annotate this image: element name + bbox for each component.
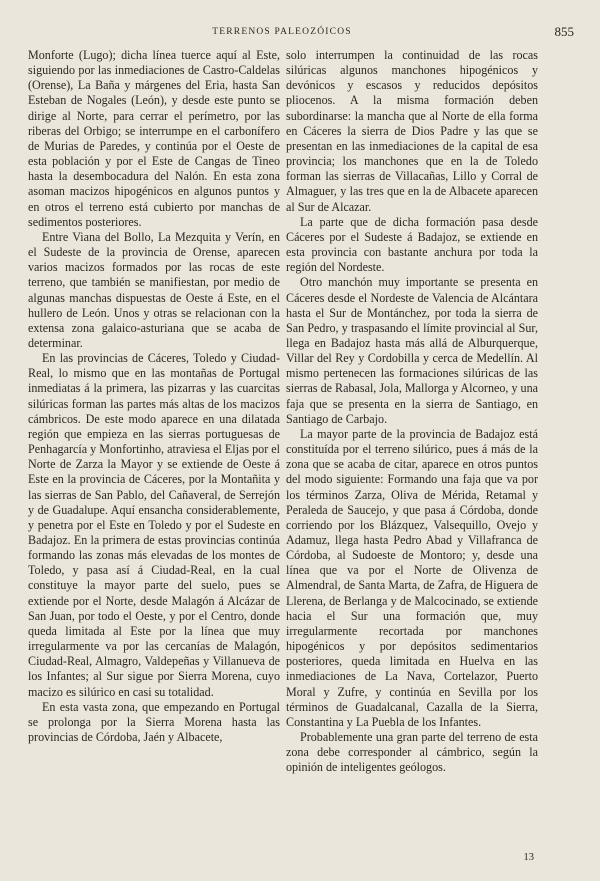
paragraph: En esta vasta zona, que empezando en Portugal se prolonga por la Sierra Morena hasta las provincias de Córdoba, Jaén y Albacete, [28,699,280,745]
left-column [28,48,280,745]
paragraph: Entre Viana del Bollo, La Mezquita y Verín, en el Sudeste de la provincia de Orense, aparecen varios macizos formados por las rocas de este terreno, que también se manifiestan, por medio de algunas manchas dispuestas de Oeste á Este, en el hullero de León. Unos y otras se relacionan con la extensa zona galaico-asturiana que se acaba de determinar. [28,229,280,350]
paragraph: Monforte (Lugo); dicha línea tuerce aquí al Este, siguiendo por las inmediaciones de Castro-Caldelas (Orense), La Baña y márgenes del Eria, hasta San Esteban de Nogales (León), y desde este punto se dirige al Norte, para cerrar el perímetro, por las riberas del Orbigo; se interrumpe en el carbonífero de Murias de Paredes, y continúa por el Oeste de esta población y por el Este de Cangas de Tineo hasta la desembocadura del Nalón. En esta zona asoman macizos hipogénicos en algunos puntos y en otros el terreno está cubierto por manchas de sedimentos posteriores. [28,48,280,229]
page-number: 855 [554,24,574,39]
signature-mark: 13 [523,852,534,863]
paragraph: La mayor parte de la provincia de Badajoz está constituída por el terreno silúrico, pues á más de la zona que se acaba de citar, aparece en otros puntos del modo siguiente: Formando una faja que va por los términos Zarza, Oliva de Mérida, Retamal y Peraleda de Saucejo, y que pasa á Córdoba, donde corriendo por los Blázquez, Valsequillo, Ovejo y Adamuz, llega hasta Pedro Abad y Villafranca de Córdoba, al Sudoeste de Montoro; y, desde una línea que va por el Norte de Olivenza de Almendral, de Santa Marta, de Zafra, de Higuera de Llerena, de Berlanga y de Malcocinado, se extiende hacia el Sur una formación que, muy irregularmente recortada por manchones hipogénicos y por depósitos sedimentarios posteriores, queda limitada en Huelva en las inmediaciones de La Nava, Cortelazor, Puerto Moral y Zufre, y continúa en Sevilla por los términos de Guadalcanal, Cazalla de la Sierra, Constantina y La Puebla de los Infantes. [286,426,538,729]
paragraph: Otro manchón muy importante se presenta en Cáceres desde el Nordeste de Valencia de Alcántara hasta el Sur de Montánchez, por toda la sierra de San Pedro, y traspasando el límite provincial al Sur, llega en Badajoz hasta más allá de Alburquerque, Villar del Rey y Cordobilla y cerca de Medellín. Al mismo pertenecen las formaciones silúricas de las sierras de Rabasal, Jola, Mallorga y Alcorneo, y una faja que se presenta en la sierra de Santiago, en Santiago de Carbajo. [286,275,538,426]
paragraph: La parte que de dicha formación pasa desde Cáceres por el Sudeste á Badajoz, se extiende en esta provincia con bastante anchura por toda la región del Nordeste. [286,214,538,275]
right-column [286,48,538,776]
running-head: TERRENOS PALEOZÓICOS [212,27,352,37]
paragraph: En las provincias de Cáceres, Toledo y Ciudad-Real, lo mismo que en las montañas de Portugal inmediatas á la primera, las pizarras y las cuarcitas silúricas forman las partes más altas de los macizos cámbricos. De este modo aparece en una dilatada región que empieza en las sierras portuguesas de Penhagarcía y Monfortinho, atraviesa el Eljas por el Norte de Zarza la Mayor y se extiende de Oeste á Este en la provincia de Cáceres, por la Montañita y las sierras de San Pablo, del Cañaveral, de Serrejón y de Guadalupe. Aquí ensancha considerablemente, y penetra por el Este en Toledo y por el Sudeste en Badajoz. En la primera de estas provincias continúa formando las zonas más elevadas de los montes de Toledo, y pasa así á Ciudad-Real, en la cual constituye la mayor parte del suelo, pues se extiende por el Norte, desde Malagón á Alcázar de San Juan, por todo el Oeste, y por el Centro, donde queda limitada al Este por la línea que muy irregularmente va por las cercanías de Malagón, Ciudad-Real, Almagro, Valdepeñas y Villanueva de los Infantes; al Sur sigue por Sierra Morena, cuyo macizo es silúrico en casi su totalidad. [28,351,280,699]
page-header [28,24,574,40]
paragraph: solo interrumpen la continuidad de las rocas silúricas algunos manchones hipogénicos y devónicos y escasos y reducidos depósitos pliocenos. A la misma formación deben subordinarse: la mancha que al Norte de ella forma en Cáceres la sierra de Dios Padre y las que se presentan en las inmediaciones de la capital de esa provincia; los manchones que en la de Toledo forman las sierras de Villacañas, Lillo y Corral de Almaguer, y las tres que en la de Albacete aparecen al Sur de Alcazar. [286,48,538,214]
paragraph: Probablemente una gran parte del terreno de esta zona debe corresponder al cámbrico, según la opinión de inteligentes geólogos. [286,730,538,775]
